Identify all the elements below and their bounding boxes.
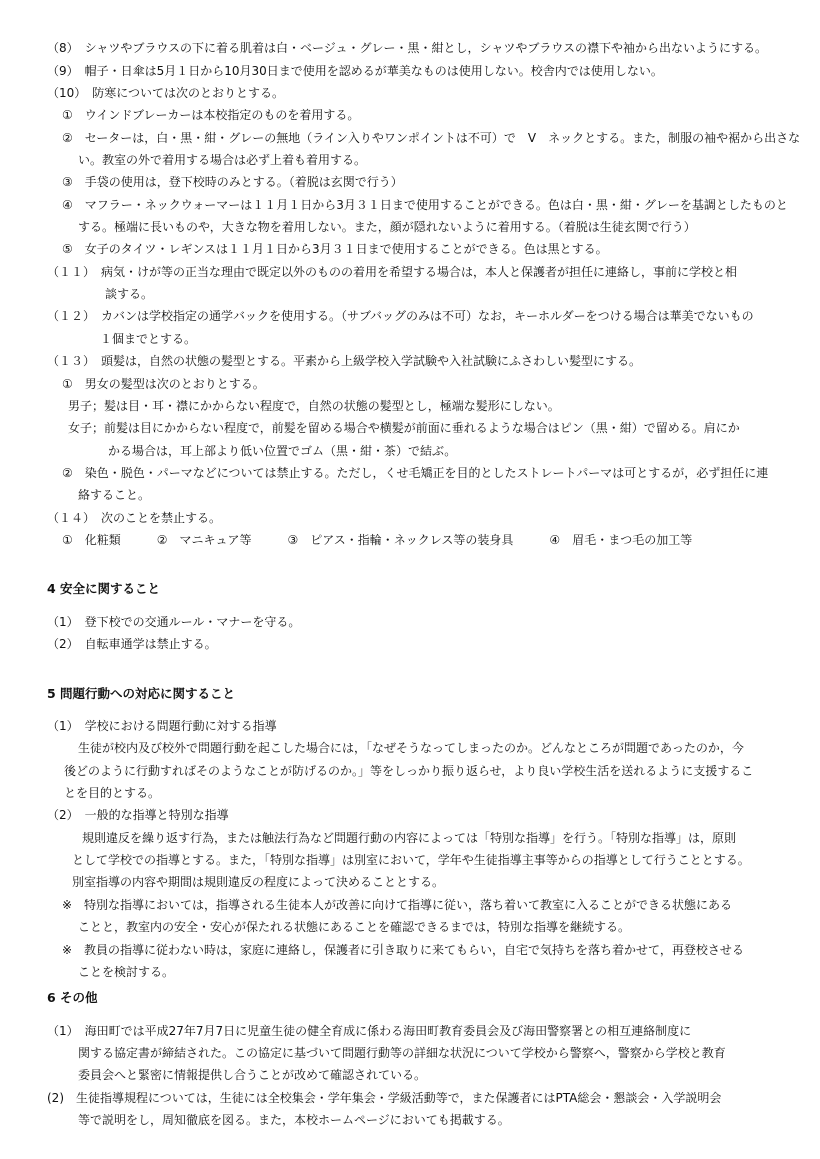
section-5-item-2-para-3: 別室指導の内容や期間は規則違反の程度によって決めることとする。 [72, 875, 445, 889]
rule-9: （9） 帽子・日傘は5月１日から10月30日まで使用を認めるが華美なものは使用しない。校舎内では使用しない。 [47, 64, 663, 78]
section-5-item-2: （2） 一般的な指導と特別な指導 [47, 808, 229, 822]
section-5-note-1-cont: ことと，教室内の安全・安心が保たれる状態にあることを確認できるまでは，特別な指導を継続する。 [78, 920, 631, 934]
section-4-item-1: （1） 登下校での交通ルール・マナーを守る。 [47, 615, 301, 629]
rule-10-2: ② セーターは，白・黒・紺・グレーの無地（ライン入りやワンポイントは不可）で V ネックとする。また，制服の袖や裾から出さな [62, 131, 801, 145]
rule-10: （10） 防寒については次のとおりとする。 [47, 86, 285, 100]
rule-12: （１２） カバンは学校指定の通学バックを使用する。（サブバッグのみは不可）なお，キーホルダーをつける場合は華美でないもの [47, 309, 754, 323]
rule-13-1: ① 男女の髪型は次のとおりとする。 [62, 377, 265, 391]
rule-10-4-cont: する。極端に長いものや，大きな物を着用しない。また，顔が隠れないように着用する。（着脱は生徒玄関で行う） [78, 220, 696, 234]
rule-13-1-girls: 女子；前髪は目にかからない程度で，前髪を留める場合や横髪が前面に垂れるような場合はピン（黒・紺）で留める。肩にか [68, 421, 740, 435]
section-5-heading: 5 問題行動への対応に関すること [47, 686, 236, 701]
rule-8: （8） シャツやブラウスの下に着る肌着は白・ベージュ・グレー・黒・紺とし，シャツやブラウスの襟下や袖から出ないようにする。 [47, 41, 767, 55]
rule-13-1-boys: 男子；髪は目・耳・襟にかからない程度で，自然の状態の髪型とし，極端な髪形にしない。 [68, 399, 560, 413]
section-6-item-1: （1） 海田町では平成27年7月7日に児童生徒の健全育成に係わる海田町教育委員会及び海田警察署との相互連絡制度に [47, 1024, 692, 1038]
rule-10-2-cont: い。教室の外で着用する場合は必ず上着も着用する。 [78, 153, 367, 167]
rule-13-1-girls-cont: かる場合は，耳上部より低い位置でゴム（黒・紺・茶）で結ぶ。 [108, 444, 457, 458]
section-6-heading: 6 その他 [47, 990, 98, 1005]
rule-11: （１１） 病気・けが等の正当な理由で既定以外のものの着用を希望する場合は，本人と保護者が担任に連絡し，事前に学校と相 [47, 265, 738, 279]
section-5-item-1-para-3: とを目的とする。 [64, 786, 161, 800]
rule-14-list: ① 化粧類 ② マニキュア等 ③ ピアス・指輪・ネックレス等の装身具 ④ 眉毛・まつ毛の加工等 [62, 533, 693, 547]
section-5-note-2-cont: ことを検討する。 [78, 965, 175, 979]
section-6-item-1-cont: 関する協定書が締結された。この協定に基づいて問題行動等の詳細な状況について学校から警察へ，警察から学校と教育 [78, 1046, 726, 1060]
rule-13: （１３） 頭髪は，自然の状態の髪型とする。平素から上級学校入学試験や入社試験にふさわしい髪型にする。 [47, 354, 642, 368]
section-4-heading: 4 安全に関すること [47, 581, 161, 596]
rule-10-4: ④ マフラー・ネックウォーマーは１１月１日から3月３１日まで使用することができる。色は白・黒・紺・グレーを基調としたものと [62, 198, 788, 212]
section-5-note-2: ※ 教員の指導に従わない時は，家庭に連絡し，保護者に引き取りに来てもらい，自宅で気持ちを落ち着かせて，再登校させる [62, 943, 744, 957]
section-6-item-2-cont: 等で説明をし，周知徹底を図る。また，本校ホームページにおいても掲載する。 [78, 1113, 510, 1127]
rule-13-2-cont: 絡すること。 [78, 488, 151, 502]
section-5-item-1: （1） 学校における問題行動に対する指導 [47, 719, 277, 733]
section-4-item-2: （2） 自転車通学は禁止する。 [47, 637, 217, 651]
rule-12-cont: １個までとする。 [100, 332, 197, 346]
section-6-item-1-cont-2: 委員会へと緊密に情報提供し合うことが改めて確認されている。 [78, 1068, 427, 1082]
section-5-item-2-para-2: として学校での指導とする。また，「特別な指導」は別室において，学年や生徒指導主事等からの指導として行うこととする。 [72, 853, 750, 867]
rule-13-2: ② 染色・脱色・パーマなどについては禁止する。ただし，くせ毛矯正を目的としたストレートパーマは可とするが，必ず担任に連 [62, 466, 769, 480]
rule-10-1: ① ウインドブレーカーは本校指定のものを着用する。 [62, 108, 360, 122]
section-5-item-1-para-2: 後どのように行動すればそのようなことが防げるのか。」等をしっかり振り返らせ，より良い学校生活を送れるように支援するこ [64, 764, 754, 778]
section-5-item-2-para: 規則違反を繰り返す行為，または触法行為など問題行動の内容によっては「特別な指導」を行う。「特別な指導」は，原則 [82, 831, 737, 845]
rule-11-cont: 談する。 [105, 287, 154, 301]
section-5-item-1-para: 生徒が校内及び校外で問題行動を起こした場合には，「なぜそうなってしまったのか。どんなところが問題であったのか，今 [78, 741, 744, 755]
rule-14: （１４） 次のことを禁止する。 [47, 511, 222, 525]
section-5-note-1: ※ 特別な指導においては，指導される生徒本人が改善に向けて指導に従い，落ち着いて教室に入ることができる状態にある [62, 898, 733, 912]
section-6-item-2: (2) 生徒指導規程については，生徒には全校集会・学年集会・学級活動等で，また保護者にはPTA総会・懇談会・入学説明会 [47, 1091, 722, 1105]
rule-10-5: ⑤ 女子のタイツ・レギンスは１１月１日から3月３１日まで使用することができる。色は黒とする。 [62, 242, 608, 256]
rule-10-3: ③ 手袋の使用は，登下校時のみとする。（着脱は玄関で行う） [62, 175, 403, 189]
